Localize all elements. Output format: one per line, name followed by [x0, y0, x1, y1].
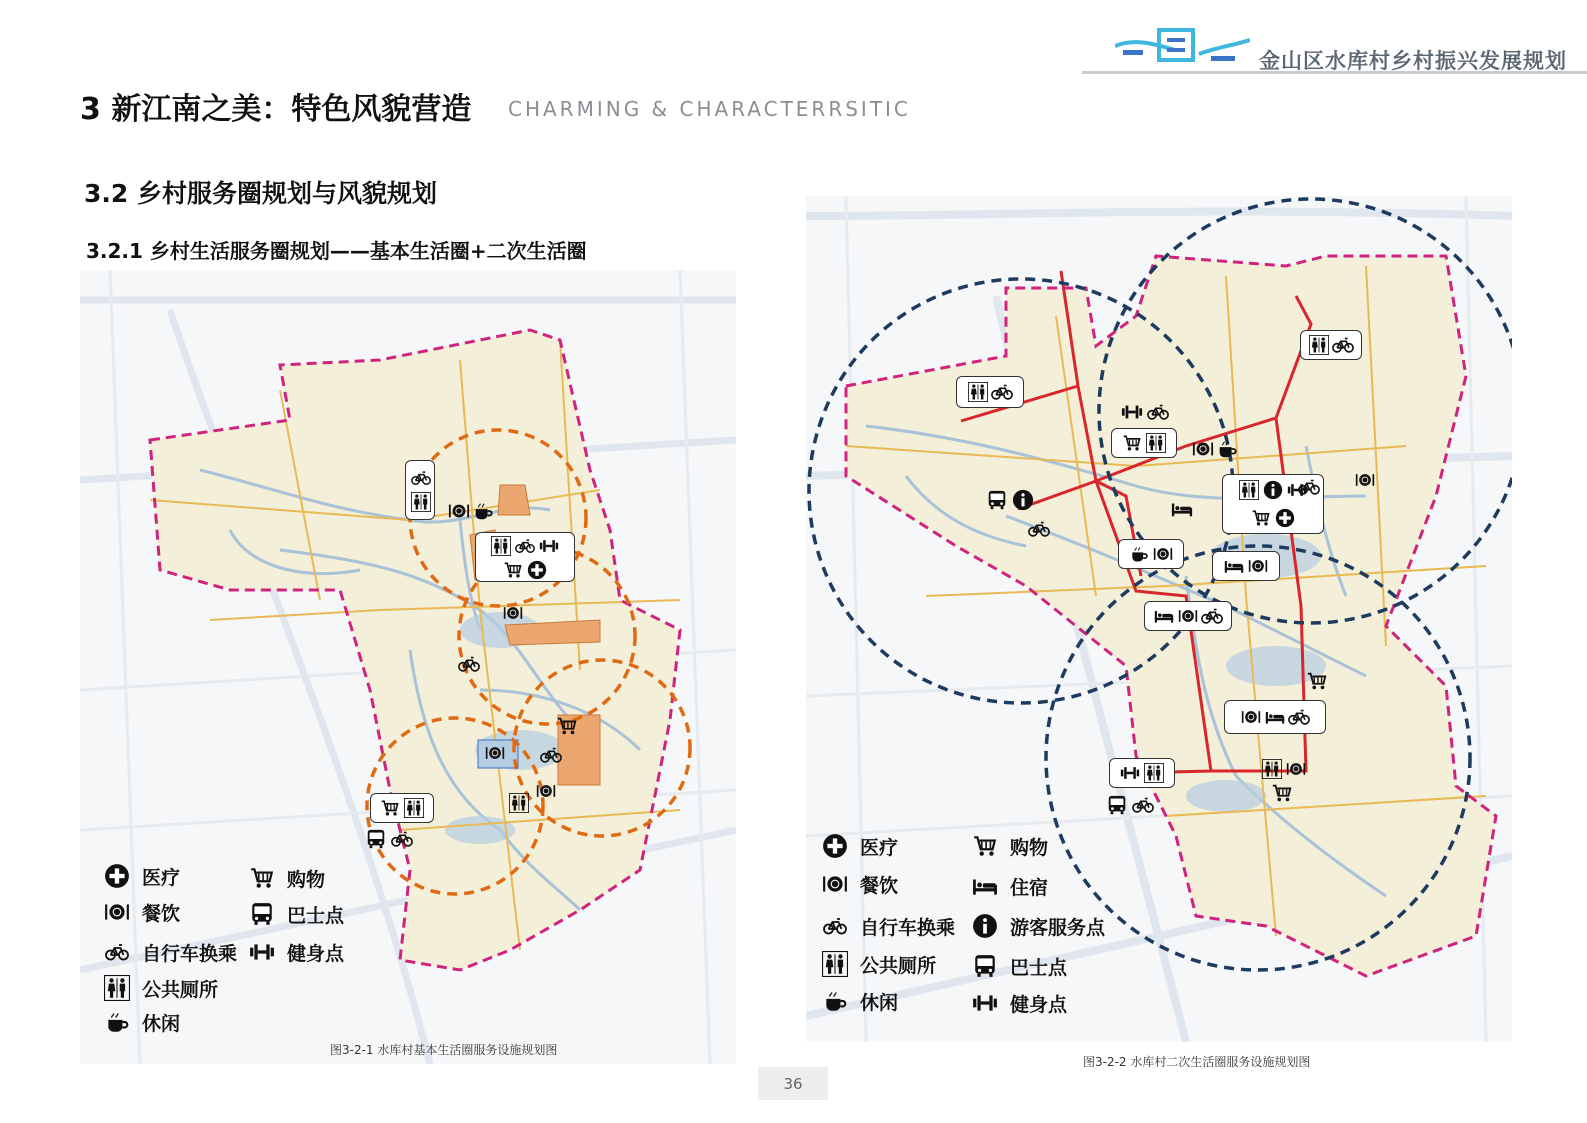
- legend-leisure: [820, 987, 898, 1015]
- leisure-cup-icon: [1128, 543, 1150, 565]
- right-cluster-15[interactable]: [1306, 670, 1328, 696]
- legend-fitness-label: 健身点: [1010, 993, 1068, 1016]
- toilet-icon: [1143, 762, 1165, 784]
- bus-icon: [247, 900, 277, 928]
- dining-icon: [1354, 469, 1376, 491]
- shopping-cart-icon: [502, 559, 524, 581]
- legend-bus-label: 巴士点: [1010, 956, 1068, 979]
- toilet-icon: [1238, 479, 1260, 501]
- legend-dining-label: 餐饮: [142, 902, 181, 925]
- info-icon: [1012, 489, 1034, 511]
- dining-icon: [1247, 555, 1269, 577]
- bus-icon: [970, 952, 1000, 980]
- right-cluster-3[interactable]: [1111, 428, 1177, 458]
- legend-fitness-label: 健身点: [287, 942, 345, 965]
- info-icon: [970, 912, 1000, 940]
- section-title: 3.2 乡村服务圈规划与风貌规划: [84, 179, 437, 208]
- dining-icon: [535, 780, 557, 802]
- medical-icon: [820, 832, 850, 860]
- dining-icon: [448, 500, 470, 522]
- shopping-cart-icon: [379, 797, 401, 819]
- toilet-icon: [1308, 334, 1330, 356]
- shopping-cart-icon: [1121, 432, 1143, 454]
- dining-icon: [820, 870, 850, 898]
- bed-icon: [970, 872, 1000, 900]
- leisure-cup-icon: [472, 500, 494, 522]
- legend-bus: [247, 900, 344, 928]
- legend-dining: [102, 898, 180, 926]
- legend-toilet: [102, 974, 218, 1002]
- toilet-icon: [1261, 758, 1283, 780]
- medical-icon: [102, 862, 132, 890]
- legend-medical: [102, 862, 180, 890]
- medical-icon: [526, 559, 548, 581]
- legend-info: [970, 912, 1105, 940]
- toilet-icon: [403, 797, 425, 819]
- dining-icon: [1285, 758, 1307, 780]
- right-cluster-12[interactable]: [1118, 539, 1184, 569]
- bed-icon: [1223, 555, 1245, 577]
- dining-icon: [1240, 706, 1262, 728]
- bicycle-icon: [1298, 476, 1320, 498]
- chapter-title-en: CHARMING & CHARACTERRSITIC: [508, 97, 911, 121]
- bus-icon: [365, 828, 387, 850]
- legend-leisure: [102, 1008, 180, 1036]
- bicycle-icon: [1028, 518, 1050, 540]
- toilet-icon: [820, 950, 850, 978]
- right-cluster-19[interactable]: [1261, 758, 1307, 780]
- right-cluster-5[interactable]: [986, 489, 1034, 511]
- toilet-icon: [967, 381, 989, 403]
- fitness-icon: [1121, 401, 1143, 423]
- dining-icon: [484, 742, 506, 764]
- right-cluster-9[interactable]: [1298, 476, 1320, 502]
- bus-icon: [1106, 794, 1128, 816]
- dining-icon: [502, 602, 524, 624]
- right-cluster-11[interactable]: [1354, 469, 1376, 494]
- bicycle-icon: [1132, 794, 1154, 816]
- left-cluster-4[interactable]: [502, 602, 524, 627]
- shopping-cart-icon: [1306, 670, 1328, 692]
- left-cluster-12[interactable]: [365, 828, 413, 850]
- right-cluster-16[interactable]: [1224, 700, 1326, 734]
- shopping-cart-icon: [970, 832, 1000, 860]
- bicycle-icon: [410, 467, 432, 489]
- fitness-icon: [538, 535, 560, 557]
- legend-bicycle-label: 自行车换乘: [142, 942, 238, 965]
- shopping-cart-icon: [1271, 782, 1293, 804]
- left-cluster-3[interactable]: [475, 532, 575, 582]
- page-number: 36: [758, 1067, 828, 1100]
- right-cluster-20[interactable]: [1271, 782, 1293, 808]
- right-cluster-17[interactable]: [1109, 758, 1175, 788]
- chapter-title: 3 新江南之美：特色风貌营造: [80, 92, 472, 127]
- legend-bicycle-label: 自行车换乘: [860, 916, 956, 939]
- right-cluster-18[interactable]: [1106, 794, 1154, 816]
- fitness-icon: [970, 989, 1000, 1017]
- legend-bus: [970, 952, 1067, 980]
- right-cluster-14[interactable]: [1144, 601, 1232, 631]
- legend-leisure-label: 休闲: [142, 1012, 181, 1035]
- bicycle-icon: [514, 535, 536, 557]
- right-map-caption: 图3-2-2 水库村二次生活圈服务设施规划图: [1083, 1055, 1311, 1069]
- leisure-cup-icon: [102, 1008, 132, 1036]
- left-map-caption: 图3-2-1 水库村基本生活圈服务设施规划图: [330, 1043, 558, 1057]
- dining-icon: [102, 898, 132, 926]
- bicycle-icon: [1288, 706, 1310, 728]
- legend-toilet-label: 公共厕所: [860, 954, 937, 977]
- leisure-cup-icon: [1216, 438, 1238, 460]
- right-cluster-7[interactable]: [1171, 498, 1193, 524]
- dining-icon: [1192, 438, 1214, 460]
- section-subtitle: 3.2.1 乡村生活服务圈规划——基本生活圈+二次生活圈: [86, 239, 587, 263]
- bicycle-icon: [820, 912, 850, 940]
- bed-icon: [1264, 706, 1286, 728]
- bicycle-icon: [458, 653, 480, 675]
- legend-medical-label: 医疗: [142, 866, 181, 889]
- legend-dining-label: 餐饮: [860, 874, 899, 897]
- brand-title: 金山区水库村乡村振兴发展规划: [1259, 49, 1567, 73]
- toilet-icon: [410, 491, 432, 513]
- right-cluster-6[interactable]: [1028, 518, 1050, 544]
- legend-toilet: [820, 950, 936, 978]
- legend-shopping-label: 购物: [1010, 836, 1049, 859]
- bed-icon: [1171, 498, 1193, 520]
- bicycle-icon: [1332, 334, 1354, 356]
- toilet-icon: [102, 974, 132, 1002]
- legend-dining: [820, 870, 898, 898]
- left-cluster-9[interactable]: [535, 780, 557, 805]
- legend-medical-label: 医疗: [860, 836, 899, 859]
- shopping-cart-icon: [247, 864, 277, 892]
- legend-bed: [970, 872, 1048, 900]
- legend-bus-label: 巴士点: [287, 904, 345, 927]
- left-cluster-10[interactable]: [508, 792, 530, 817]
- legend-fitness: [247, 938, 344, 966]
- left-cluster-5[interactable]: [458, 653, 480, 679]
- right-cluster-2[interactable]: [1121, 401, 1169, 423]
- shopping-cart-icon: [556, 715, 578, 737]
- legend-medical: [820, 832, 898, 860]
- shopping-cart-icon: [1250, 507, 1272, 529]
- legend-toilet-label: 公共厕所: [142, 978, 219, 1001]
- leisure-cup-icon: [820, 987, 850, 1015]
- bicycle-icon: [391, 828, 413, 850]
- medical-icon: [1274, 507, 1296, 529]
- legend-bed-label: 住宿: [1010, 876, 1049, 899]
- legend-bicycle: [102, 938, 237, 966]
- toilet-icon: [1145, 432, 1167, 454]
- bicycle-icon: [540, 744, 562, 766]
- right-cluster-4[interactable]: [1192, 438, 1238, 460]
- info-icon: [1262, 479, 1284, 501]
- toilet-icon: [490, 535, 512, 557]
- bed-icon: [1153, 605, 1175, 627]
- right-legend: [820, 832, 1160, 1032]
- bicycle-icon: [1147, 401, 1169, 423]
- right-cluster-13[interactable]: [1212, 551, 1280, 581]
- dining-icon: [1177, 605, 1199, 627]
- left-cluster-8[interactable]: [540, 744, 562, 770]
- right-map-panel: [806, 196, 1512, 1042]
- left-cluster-7[interactable]: [484, 742, 506, 767]
- left-cluster-6[interactable]: [556, 715, 578, 741]
- bicycle-icon: [1201, 605, 1223, 627]
- legend-fitness: [970, 989, 1067, 1017]
- legend-info-label: 游客服务点: [1010, 916, 1106, 939]
- dining-icon: [1152, 543, 1174, 565]
- left-cluster-1[interactable]: [405, 460, 435, 520]
- right-cluster-10[interactable]: [1300, 330, 1362, 360]
- brand-logo: [1115, 24, 1250, 70]
- legend-shopping: [970, 832, 1048, 860]
- legend-shopping-label: 购物: [287, 868, 326, 891]
- left-legend: [102, 862, 402, 1052]
- right-cluster-1[interactable]: [956, 376, 1024, 408]
- bicycle-icon: [102, 938, 132, 966]
- toilet-icon: [508, 792, 530, 814]
- fitness-icon: [1119, 762, 1141, 784]
- left-map-panel: [80, 270, 736, 1064]
- legend-leisure-label: 休闲: [860, 991, 899, 1014]
- legend-bicycle: [820, 912, 955, 940]
- bus-icon: [986, 489, 1008, 511]
- fitness-icon: [247, 938, 277, 966]
- left-cluster-2[interactable]: [448, 500, 494, 522]
- legend-shopping: [247, 864, 325, 892]
- bicycle-icon: [991, 381, 1013, 403]
- left-cluster-11[interactable]: [370, 793, 434, 823]
